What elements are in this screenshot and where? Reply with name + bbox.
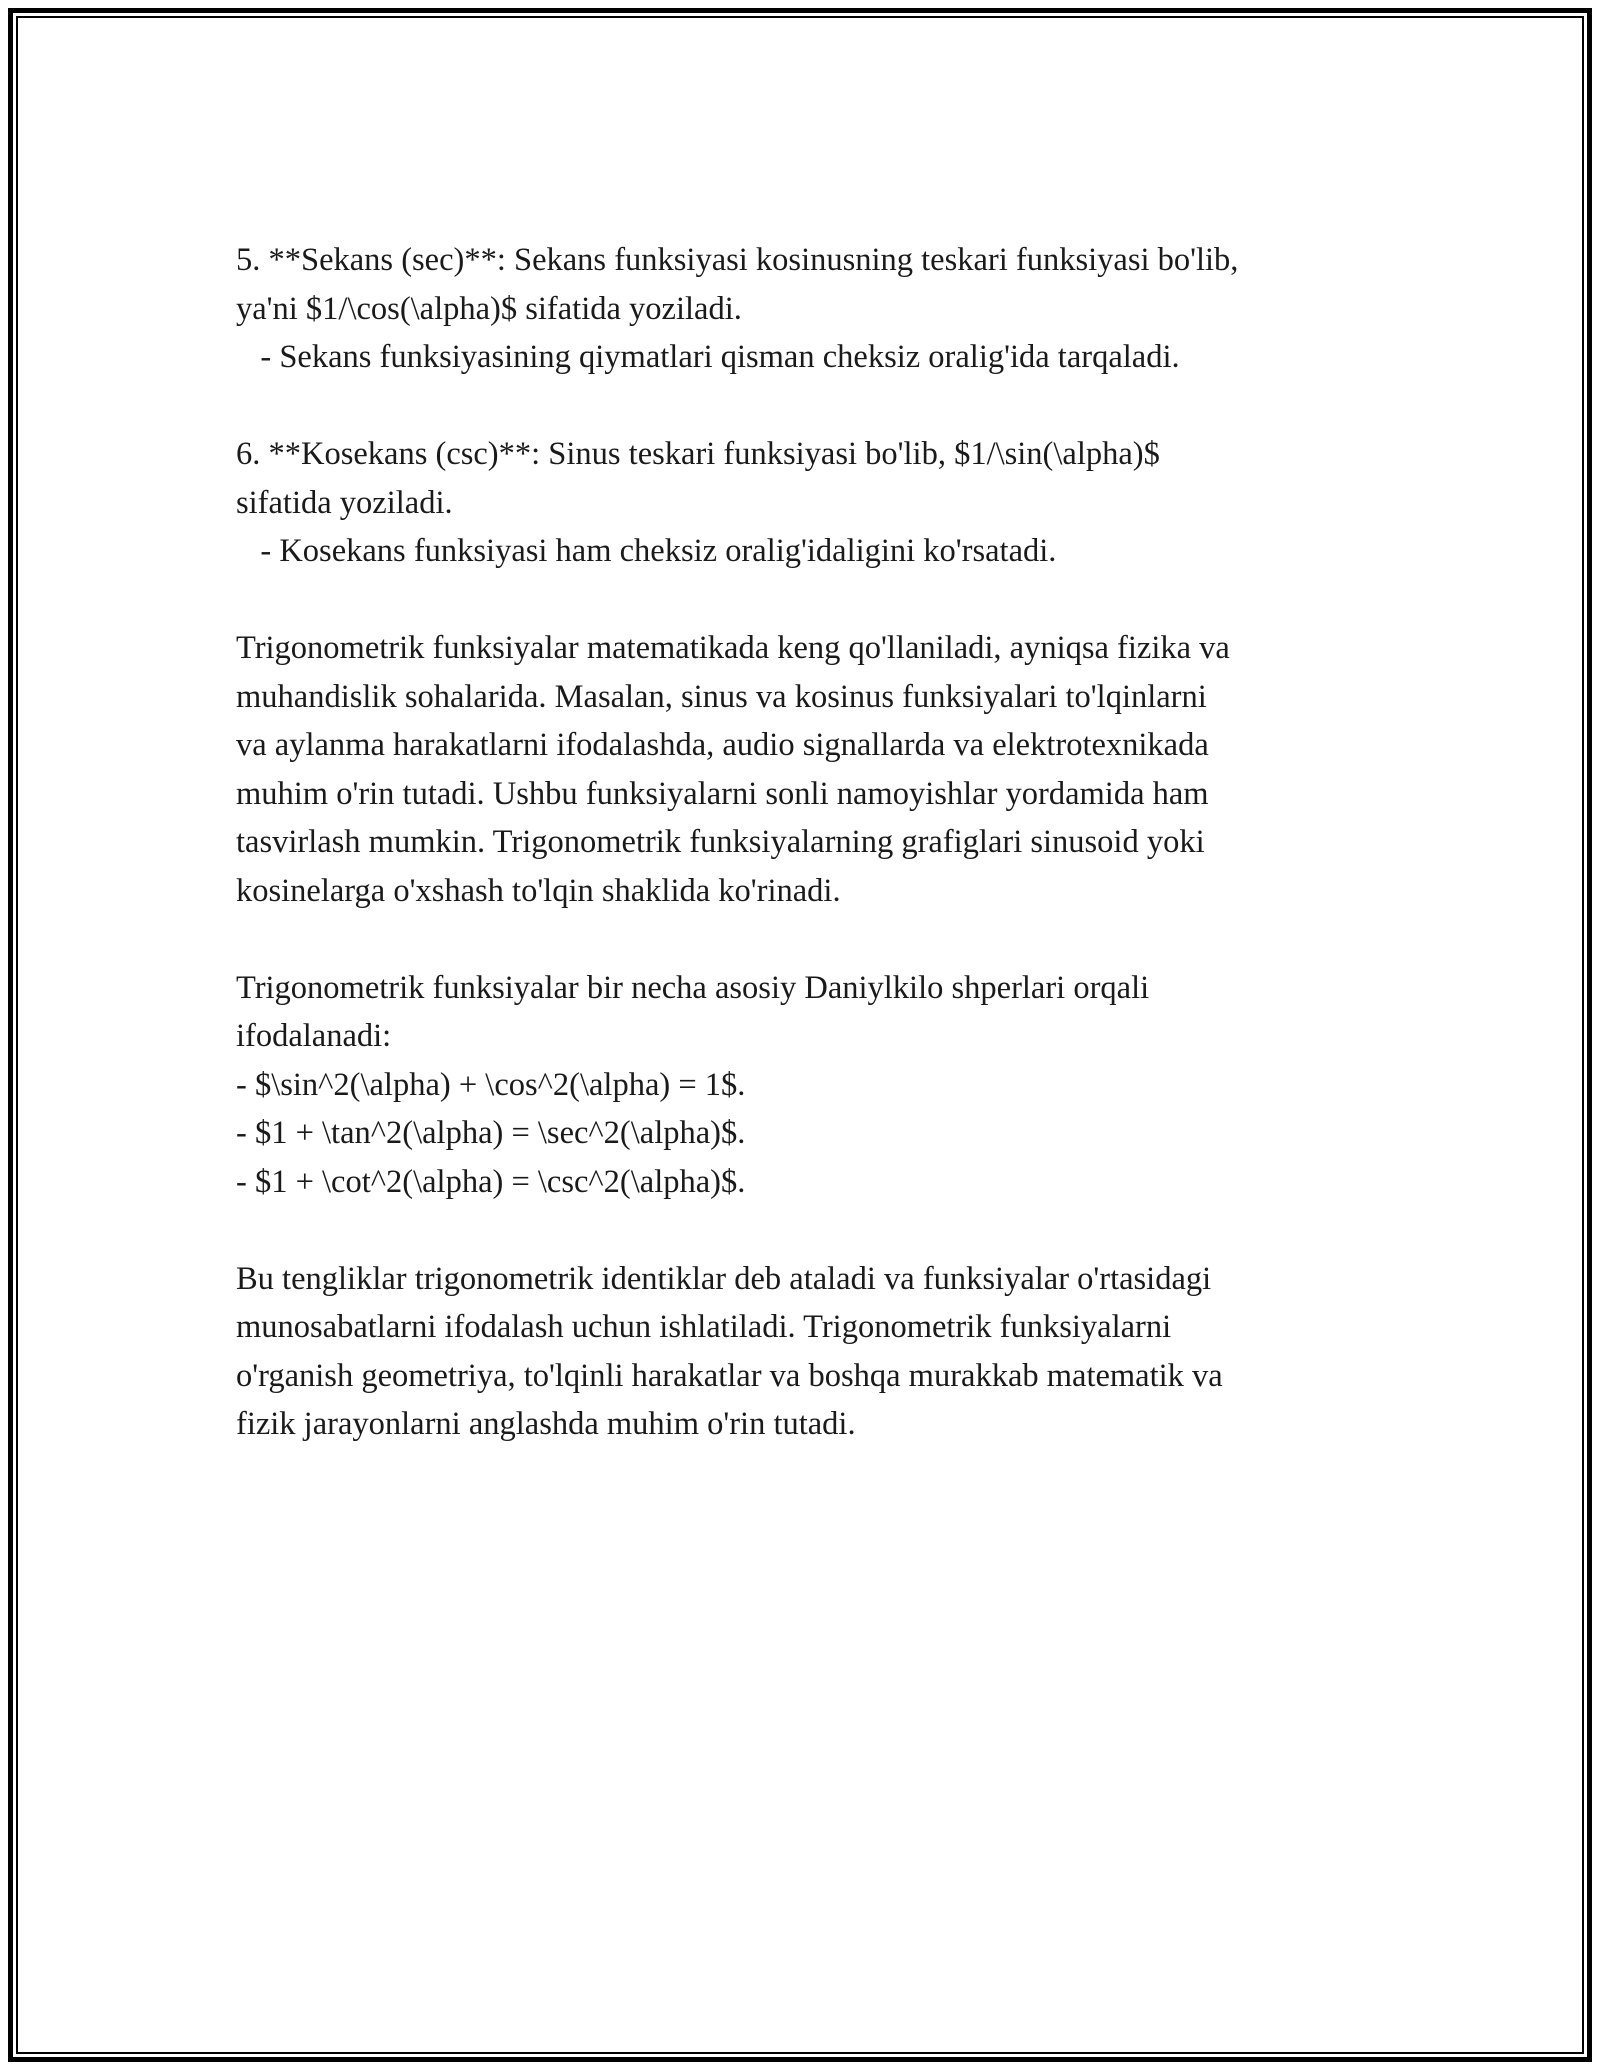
- text-line: ya'ni $1/\cos(\alpha)$ sifatida yoziladi.: [236, 290, 742, 327]
- paragraph-secant: [236, 236, 1376, 382]
- text-line: - Sekans funksiyasining qiymatlari qisman cheksiz oralig'ida tarqaladi.: [236, 339, 1180, 375]
- text-line: o'rganish geometriya, to'lqinli harakatlar va boshqa murakkab matematik va: [236, 1357, 1223, 1394]
- text-line: fizik jarayonlarni anglashda muhim o'rin tutadi.: [236, 1406, 856, 1442]
- document-body: [236, 236, 1376, 1497]
- text-line: muhim o'rin tutadi. Ushbu funksiyalarni sonli namoyishlar yordamida ham: [236, 775, 1209, 812]
- text-line: va aylanma harakatlarni ifodalashda, audio signallarda va elektrotexnikada: [236, 727, 1209, 763]
- text-line: Trigonometrik funksiyalar bir necha asosiy Daniylkilo shperlari orqali: [236, 969, 1150, 1006]
- paragraph-cosecant: [236, 430, 1376, 576]
- text-line: kosinelarga o'xshash to'lqin shaklida ko'rinadi.: [236, 872, 841, 909]
- paragraph-applications: [236, 624, 1376, 915]
- text-line: tasvirlash mumkin. Trigonometrik funksiyalarning grafiglari sinusoid yoki: [236, 824, 1205, 860]
- paragraph-conclusion: [236, 1255, 1376, 1449]
- text-line: 6. **Kosekans (csc)**: Sinus teskari funksiyasi bo'lib, $1/\sin(\alpha)$: [236, 436, 1160, 472]
- text-line: sifatida yoziladi.: [236, 484, 453, 521]
- text-line: 5. **Sekans (sec)**: Sekans funksiyasi kosinusning teskari funksiyasi bo'lib,: [236, 242, 1239, 278]
- formula-line: - $\sin^2(\alpha) + \cos^2(\alpha) = 1$.: [236, 1066, 746, 1103]
- formula-line: - $1 + \cot^2(\alpha) = \csc^2(\alpha)$.: [236, 1163, 746, 1200]
- text-line: munosabatlarni ifodalash uchun ishlatiladi. Trigonometrik funksiyalarni: [236, 1309, 1172, 1345]
- text-line: Bu tengliklar trigonometrik identiklar deb ataladi va funksiyalar o'rtasidagi: [236, 1260, 1212, 1297]
- formula-line: - $1 + \tan^2(\alpha) = \sec^2(\alpha)$.: [236, 1115, 746, 1151]
- text-line: muhandislik sohalarida. Masalan, sinus va kosinus funksiyalari to'lqinlarni: [236, 678, 1207, 715]
- paragraph-identities: [236, 964, 1376, 1207]
- text-line: - Kosekans funksiyasi ham cheksiz oralig'idaligini ko'rsatadi.: [236, 533, 1057, 569]
- text-line: Trigonometrik funksiyalar matematikada keng qo'llaniladi, ayniqsa fizika va: [236, 630, 1230, 666]
- text-line: ifodalanadi:: [236, 1018, 392, 1054]
